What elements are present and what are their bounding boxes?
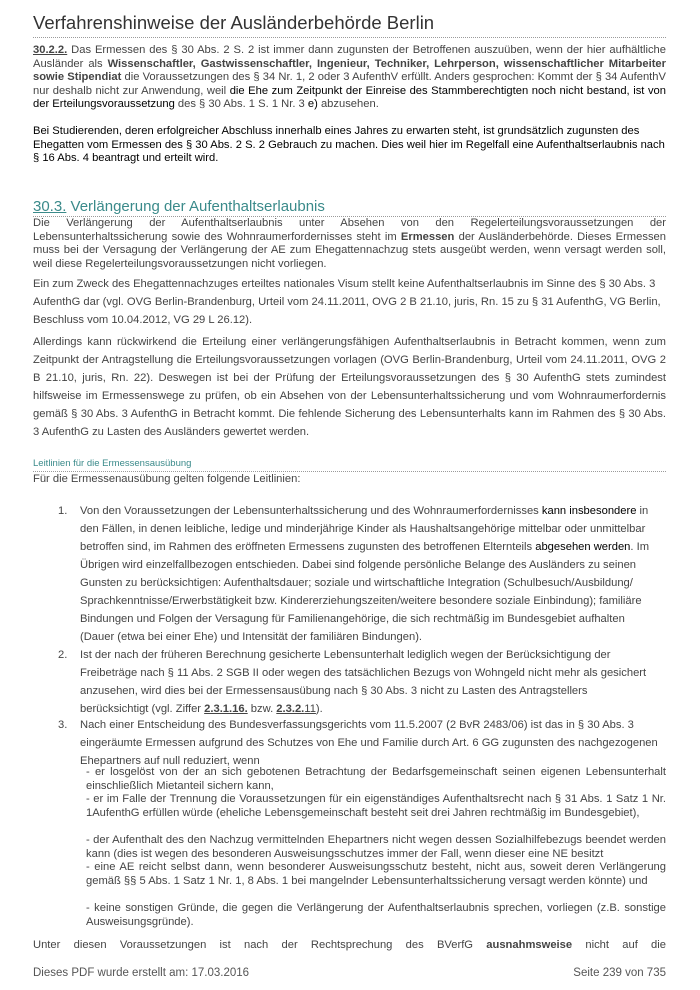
sub-item: - er losgelöst von der an sich gebotenen Betrachtung der Bedarfsgemeinschaft seinen eigenen Lebensunterhalt einschließlich Mietanteil sichern kann, — [86, 766, 666, 792]
leitlinien-heading: Leitlinien für die Ermessensausübung — [33, 458, 192, 469]
footer-page-number: Seite 239 von 735 — [573, 967, 666, 979]
leitlinien-intro: Für die Ermessenausübung gelten folgende Leitlinien: — [33, 473, 301, 485]
paragraph-visum: Ein zum Zweck des Ehegattennachzuges erteiltes nationales Visum stellt keine Aufenthaltserlaubnis im Sinne des § 30 Abs. 3 AufenthG dar (vgl. OVG Berlin-Brandenburg, Urteil vom 24.11.2011, OVG 2 B 21.10, juris, Rn. 15 zu § 31 AufenthG, VG Berlin, Beschluss vom 10.04.2012, VG 29 L 26.12). — [33, 278, 661, 326]
leitlinien-divider — [33, 471, 666, 472]
paragraph-rueckwirkend: Allerdings kann rückwirkend die Erteilung einer verlängerungsfähigen Aufenthaltserlaubnis in Betracht kommen, wenn zum Zeitpunkt der Antragstellung die Erteilungsvoraussetzungen vorlagen (OVG Berlin-Brandenburg, Urteil vom 24.11.2011, OVG 2 B 21.10, juris, Rn. 22). Deswegen ist bei der Prüfung der Erteilungsvoraussetzungen des § 30 AufenthG stets zumindest hilfsweise im Ermessenswege zu prüfen, ob ein Absehen von der Lebensunterhaltssicherung und vom Wohnraumerfordernis gemäß § 30 Abs. 3 AufenthG in Betracht kommt. Die fehlende Sicherung des Lebensunterhalts kann im Rahmen des § 30 Abs. 3 AufenthG zu Lasten des Ausländers gewertet werden. — [33, 336, 666, 438]
sub-item: - keine sonstigen Gründe, die gegen die Verlängerung der Aufenthaltserlaubnis sprechen, vorliegen (z.B. sonstige Ausweisungsgründe). — [86, 902, 666, 928]
list-item: 3. Nach einer Entscheidung des Bundesverfassungsgerichts vom 11.5.2007 (2 BvR 2483/06) ist das in § 30 Abs. 3 eingeräumte Ermessen aufgrund des Schutzes von Ehe und Familie durch Art. 6 GG zugunsten des nachgezogenen Ehepartners auf null reduziert, wenn — [58, 719, 658, 767]
list-item: 2. Ist der nach der früheren Berechnung gesicherte Lebensunterhalt lediglich wegen der Berücksichtigung der Freibeträge nach § 11 Abs. 2 SGB II oder wegen des tatsächlichen Bezugs von Wohngeld nicht mehr als gesichert anzusehen, wird dies bei der Ermessensausübung nach § 30 Abs. 3 nicht zu Lasten des Antragstellers berücksichtigt (vgl. Ziffer 2.3.1.16. bzw. 2.3.2.11). — [58, 649, 647, 715]
paragraph-ermessen: Die Verlängerung der Aufenthaltserlaubnis unter Absehen von den Regelerteilungsvoraussetzungen der Lebensunterhaltssicherung sowie des Wohnraumerfordernisses steht im Ermessen der Ausländerbehörde. Dieses Ermessen muss bei der Versagung der Verlängerung der AE zum Ehegattennachzug stets ausgeübt werden, wenn versagt werden soll, weil diese Regelerteilungsvoraussetzungen nicht vorliegen. — [33, 217, 666, 270]
paragraph-30-2-2: 30.2.2. Das Ermessen des § 30 Abs. 2 S. 2 ist immer dann zugunsten der Betroffenen auszuüben, wenn der hier aufhältliche Ausländer als Wissenschaftler, Gastwissenschaftler, Ingenieur, Techniker, Lehrperson, wissenschaftlicher Mitarbeiter sowie Stipendiat die Voraussetzungen des § 34 Nr. 1, 2 oder 3 AufenthV erfüllt. Anders gesprochen: Kommt der § 34 AufenthV nur deshalb nicht zur Anwendung, weil die Ehe zum Zeitpunkt der Einreise des Stammberechtigten noch nicht bestand, ist von der Erteilungsvoraussetzung des § 30 Abs. 1 S. 1 Nr. 3 e) abzusehen. — [33, 44, 666, 111]
section-number-link[interactable]: 30.3. — [33, 198, 67, 215]
footer-created-date: Dieses PDF wurde erstellt am: 17.03.2016 — [33, 967, 250, 979]
reference-link-2-3-2[interactable]: 2.3.2. — [276, 703, 305, 715]
paragraph-studierende: Bei Studierenden, deren erfolgreicher Abschluss innerhalb eines Jahres zu erwarten steht, ist grundsätzlich zugunsten des Ehegatten vom Ermessen des § 30 Abs. 2 S. 2 Gebrauch zu machen. Dies weil hier im Regelfall eine Aufenthaltserlaubnis nach § 16 Abs. 4 beantragt und erteilt wird. — [33, 125, 665, 165]
document-title: Verfahrenshinweise der Ausländerbehörde Berlin — [33, 12, 435, 33]
section-number-30-2-2: 30.2.2. — [33, 44, 68, 56]
reference-link-11[interactable]: 11 — [304, 703, 316, 715]
reference-link-2-3-1-16[interactable]: 2.3.1.16. — [204, 703, 248, 715]
sub-item: - der Aufenthalt des den Nachzug vermittelnden Ehepartners nicht wegen dessen Sozialhilfebezugs beendet werden kann (dies ist wegen des besonderen Ausweisungsschutzes immer der Fall, wenn dieser eine NE besitzt — [86, 834, 666, 860]
title-divider — [33, 37, 666, 38]
sub-item: - eine AE reicht selbst dann, wenn besonderer Ausweisungsschutz besteht, nicht aus, soweit deren Verlängerung gemäß §§ 5 Abs. 1 Satz 1 Nr. 1, 8 Abs. 1 bei mangelnder Lebensunterhaltssicherung versagt werden könnte) und — [86, 861, 666, 887]
sub-item: - er im Falle der Trennung die Voraussetzungen für ein eigenständiges Aufenthaltsrecht nach § 31 Abs. 1 Satz 1 Nr. 1AufenthG erfüllen würde (eheliche Lebensgemeinschaft besteht seit drei Jahren rechtmäßig im Bundesgebiet), — [86, 793, 666, 819]
closing-paragraph: Unter diesen Voraussetzungen ist nach der Rechtsprechung des BVerfG ausnahmsweise nicht auf die — [33, 939, 666, 951]
section-heading: 30.3. Verlängerung der Aufenthaltserlaubnis — [33, 198, 325, 215]
list-item: 1. Von den Voraussetzungen der Lebensunterhaltssicherung und des Wohnraumerfordernisses kann insbesondere in den Fällen, in denen leibliche, ledige und minderjährige Kinder als Haushaltsangehörige mittelbar oder unmittelbar betroffen sind, im Rahmen des eröffneten Ermessens zugunsten des betroffenen Elternteils abgesehen werden. Im Übrigen wird einzelfallbezogen entschieden. Dabei sind folgende persönliche Belange des Ausländers zu seinen Gunsten zu berücksichtigen: Aufenthaltsdauer; soziale und wirtschaftliche Integration (Schulbesuch/Ausbildung/ Sprachkenntnisse/Erwerbstätigkeit bzw. Kindererziehungszeiten/weitere besondere soziale Einbindung); familiäre Bindungen und Folgen der Versagung für Familienangehörige, die sich rechtmäßig im Bundesgebiet aufhalten (Dauer (etwa bei einer Ehe) und Intensität der familiären Bindungen). — [58, 505, 650, 643]
